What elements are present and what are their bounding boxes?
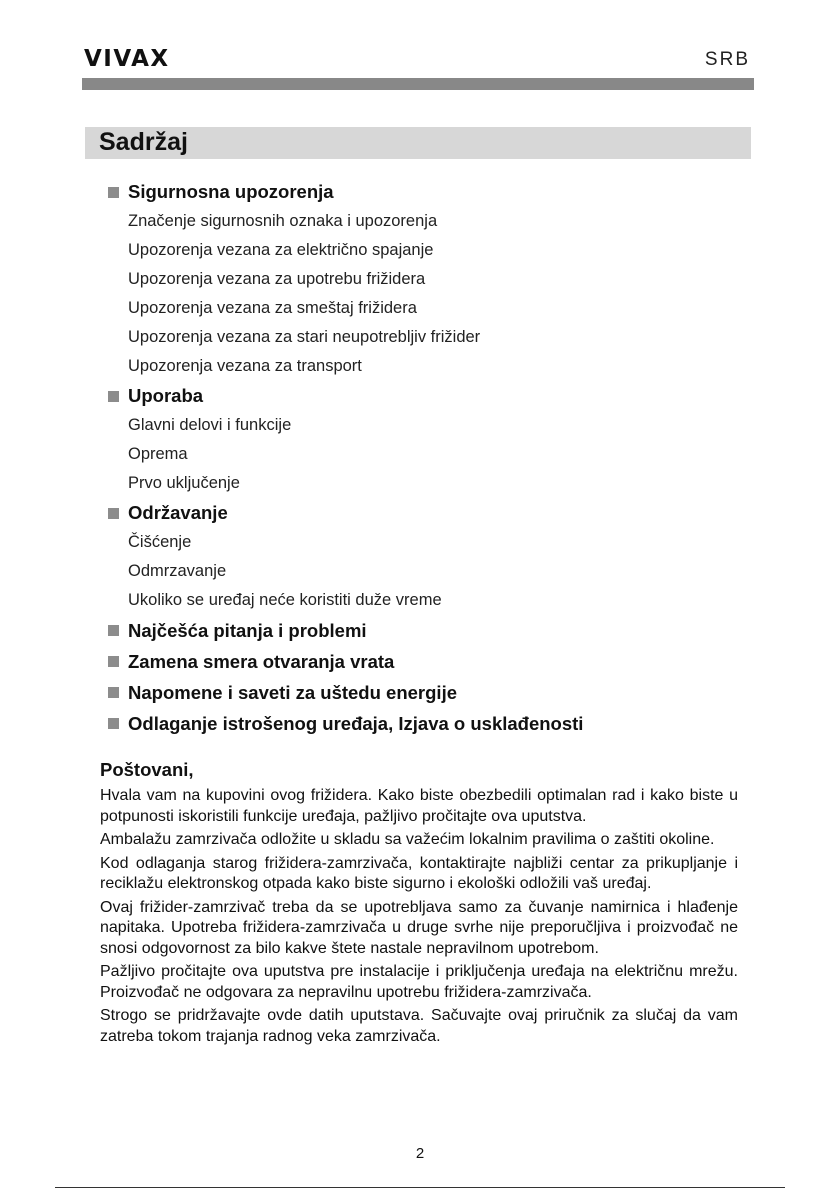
intro-paragraph: Hvala vam na kupovini ovog frižidera. Kako biste obezbedili optimalan rad i kako biste u potpunosti iskoristili funkcije uređaja, pažljivo pročitajte ova uputstva. [100, 787, 738, 825]
toc-section [108, 708, 748, 739]
language-code: SRB [704, 49, 750, 70]
toc-section-title: Uporaba [108, 381, 748, 411]
toc-section-title: Odlaganje istrošenog uređaja, Izjava o usklađenosti [108, 708, 748, 739]
toc-item: Upozorenja vezana za upotrebu frižidera [128, 270, 426, 288]
toc-item: Upozorenja vezana za smeštaj frižidera [128, 299, 417, 317]
toc-section [108, 646, 748, 677]
square-bullet-icon [108, 391, 119, 402]
square-bullet-icon [108, 687, 119, 698]
square-bullet-icon [108, 187, 119, 198]
intro-paragraph: Pažljivo pročitajte ova uputstva pre instalacije i priključenja uređaja na električnu mrežu. Proizvođač ne odgovara za nepravilnu upotrebu frižidera-zamrzivača. [100, 963, 738, 1001]
toc-item: Prvo uključenje [128, 474, 240, 492]
toc-item: Upozorenja vezana za transport [128, 357, 362, 375]
intro-paragraph: Ambalažu zamrzivača odložite u skladu sa važećim lokalnim pravilima o zaštiti okoline. [100, 831, 715, 848]
toc-section [108, 677, 748, 708]
header-divider [82, 78, 754, 90]
toc-item: Značenje sigurnosnih oznaka i upozorenja [128, 212, 438, 230]
toc-item: Glavni delovi i funkcije [128, 416, 292, 434]
page-number: 2 [415, 1145, 425, 1162]
greeting-heading: Poštovani, [100, 759, 194, 780]
intro-paragraph: Strogo se pridržavajte ovde datih uputstava. Sačuvajte ovaj priručnik za slučaj da vam zatreba tokom trajanja radnog veka zamrzivača. [100, 1007, 738, 1045]
toc-item: Čišćenje [128, 533, 192, 551]
toc-section-title: Najčešća pitanja i problemi [108, 615, 748, 646]
toc-item: Odmrzavanje [128, 562, 227, 580]
brand-logo: VIVAX [84, 46, 170, 72]
square-bullet-icon [108, 718, 119, 729]
toc-item: Ukoliko se uređaj neće koristiti duže vreme [128, 591, 442, 609]
toc-section-title: Sigurnosna upozorenja [108, 177, 748, 207]
square-bullet-icon [108, 508, 119, 519]
toc-section [108, 177, 748, 381]
toc-section [108, 381, 748, 498]
table-of-contents [108, 177, 748, 739]
intro-text [100, 786, 738, 1050]
toc-item: Upozorenja vezana za stari neupotrebljiv frižider [128, 328, 481, 346]
toc-item: Upozorenja vezana za električno spajanje [128, 241, 434, 259]
square-bullet-icon [108, 656, 119, 667]
intro-paragraph: Kod odlaganja starog frižidera-zamrzivača, kontaktirajte najbliži centar za prikupljanje i reciklažu elektronskog otpada kako biste sigurno i ekološki odložili vaš uređaj. [100, 854, 738, 892]
toc-heading-bar [85, 127, 751, 159]
footer-divider [55, 1187, 785, 1188]
toc-section-title: Zamena smera otvaranja vrata [108, 646, 748, 677]
square-bullet-icon [108, 625, 119, 636]
toc-section-title: Napomene i saveti za uštedu energije [108, 677, 748, 708]
toc-item: Oprema [128, 445, 188, 463]
toc-title: Sadržaj [99, 128, 188, 156]
toc-section-title: Održavanje [108, 498, 748, 528]
toc-section [108, 498, 748, 615]
toc-section [108, 615, 748, 646]
intro-paragraph: Ovaj frižider-zamrzivač treba da se upotrebljava samo za čuvanje namirnica i hlađenje napitaka. Upotreba frižidera-zamrzivača u druge svrhe nije preporučljiva i proizvođač ne snosi odgovornost za bilo kakve štete nastale nepravilnom upotrebom. [100, 898, 738, 957]
